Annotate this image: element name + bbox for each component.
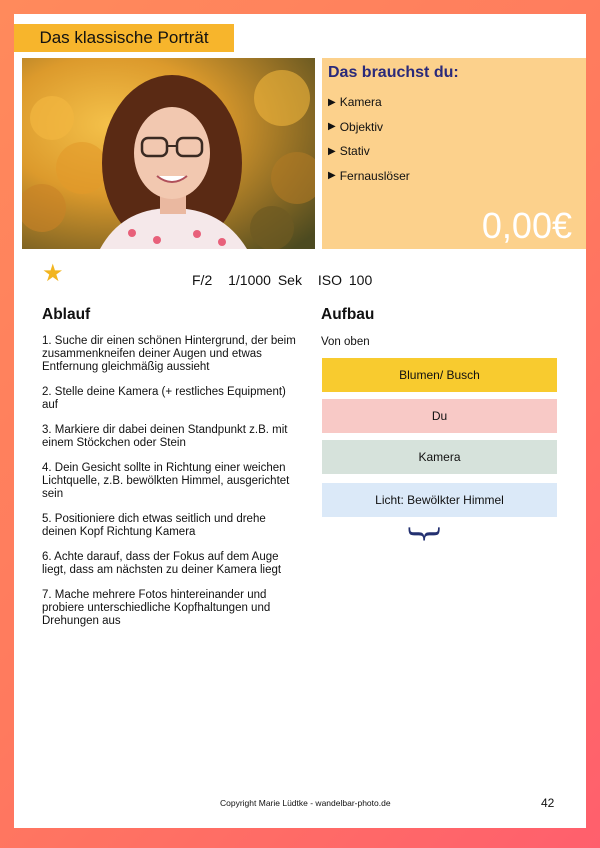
ablauf-heading: Ablauf xyxy=(42,306,91,323)
bullet-triangle-icon: ▶ xyxy=(328,96,336,108)
star-icon: ★ xyxy=(42,260,64,287)
aufbau-subtitle: Von oben xyxy=(321,336,370,348)
layer-light: Licht: Bewölkter Himmel xyxy=(322,483,557,517)
step-item: 6. Achte darauf, dass der Fokus auf dem Auge liegt, dass am nächsten zu deiner Kamera liegt xyxy=(42,551,282,576)
page-title: Das klassische Porträt xyxy=(14,24,234,52)
layer-camera: Kamera xyxy=(322,440,557,474)
bullet-triangle-icon: ▶ xyxy=(328,145,336,157)
equipment-title: Das brauchst du: xyxy=(328,64,459,81)
recipe-page xyxy=(14,14,586,828)
equipment-item: ▶ Stativ xyxy=(328,144,370,159)
shutter-value: 1/1000 Sek xyxy=(228,272,302,288)
layer-flowers: Blumen/ Busch xyxy=(322,358,557,392)
equipment-item: ▶ Objektiv xyxy=(328,119,384,134)
equipment-item: ▶ Fernauslöser xyxy=(328,168,410,183)
page-number: 42 xyxy=(541,796,555,810)
equipment-list xyxy=(328,90,410,188)
portrait-photo xyxy=(22,58,315,249)
copyright: Copyright Marie Lüdtke - wandelbar-photo.de xyxy=(220,798,391,808)
step-item: 5. Positioniere dich etwas seitlich und drehe deinen Kopf Richtung Kamera xyxy=(42,513,266,538)
step-item: 3. Markiere dir dabei deinen Standpunkt z.B. mit einem Stöckchen oder Stein xyxy=(42,424,288,449)
step-item: 2. Stelle deine Kamera (+ restliches Equipment) auf xyxy=(42,386,286,411)
bullet-triangle-icon: ▶ xyxy=(328,121,336,133)
step-item: 7. Mache mehrere Fotos hintereinander und probiere unterschiedliche Kopfhaltungen und Drehungen aus xyxy=(42,589,271,627)
equipment-item: ▶ Kamera xyxy=(328,95,382,110)
price: 0,00€ xyxy=(481,205,572,246)
step-item: 4. Dein Gesicht sollte in Richtung einer weichen Lichtquelle, z.B. bewölkten Himmel, ausgerichtet sein xyxy=(42,462,290,500)
steps-list xyxy=(42,335,302,640)
step-item: 1. Suche dir einen schönen Hintergrund, der beim zusammenkneifen deiner Augen und etwas Entfernung gleichmäßig aussieht xyxy=(42,335,296,373)
layer-person: Du xyxy=(322,399,557,433)
equipment-box xyxy=(322,58,586,249)
aufbau-heading: Aufbau xyxy=(321,306,375,323)
iso-value: ISO 100 xyxy=(317,272,373,288)
camera-settings xyxy=(192,272,381,288)
brace-icon: } xyxy=(405,523,445,545)
aperture-value: F/2 xyxy=(192,272,213,288)
bullet-triangle-icon: ▶ xyxy=(328,170,336,182)
